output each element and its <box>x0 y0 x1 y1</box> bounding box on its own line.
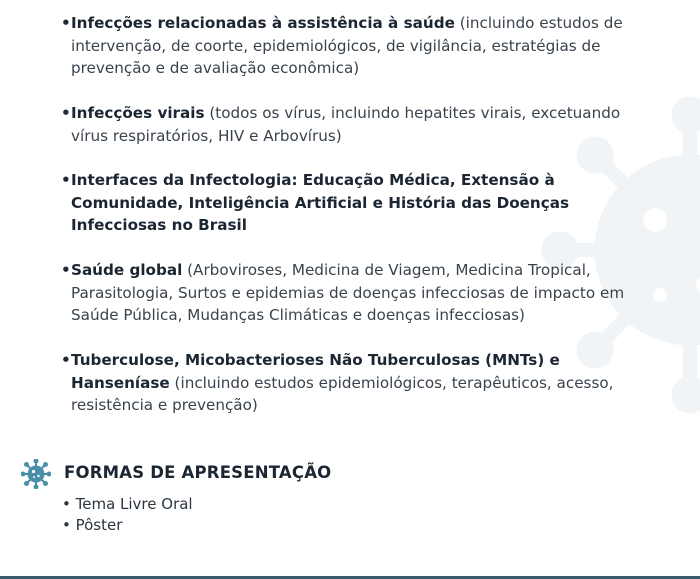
topic-item <box>61 102 661 147</box>
bullet: • <box>61 14 71 32</box>
topic-item <box>61 12 661 80</box>
topic-title: Saúde global <box>71 261 183 279</box>
topic-title: Tuberculose, Micobacterioses Não Tuberculosas (MNTs) e Hanseníase <box>71 351 560 392</box>
topic-title: Infecções relacionadas à assistência à saúde <box>71 14 455 32</box>
bullet: • <box>61 261 71 279</box>
topic-description: (incluindo estudos epidemiológicos, terapêuticos, acesso, resistência e prevenção) <box>71 373 614 414</box>
list-item: • Pôster <box>62 516 123 534</box>
topic-description: (todos os vírus, incluindo hepatites virais, excetuando vírus respiratórios, HIV e Arbovírus) <box>71 104 621 145</box>
presentation-formats-list <box>62 494 193 536</box>
topic-description: (Arboviroses, Medicina de Viagem, Medicina Tropical, Parasitologia, Surtos e epidemias de doenças infecciosas de impacto em Saúde Pública, Mudanças Climáticas e doenças infecciosas) <box>71 261 625 324</box>
bullet: • <box>61 104 71 122</box>
topic-title: Interfaces da Infectologia: Educação Médica, Extensão à Comunidade, Inteligência Artificial e História das Doenças Infecciosas no Brasil <box>71 171 570 234</box>
section-title: FORMAS DE APRESENTAÇÃO <box>64 463 332 482</box>
topic-description: (incluindo estudos de intervenção, de coorte, epidemiológicos, de vigilância, estratégias de prevenção e de avaliação econômica) <box>71 14 623 77</box>
topic-item <box>61 349 661 417</box>
virus-icon <box>21 459 51 489</box>
topic-item <box>61 259 661 327</box>
topic-title: Infecções virais <box>71 104 205 122</box>
bullet: • <box>61 171 71 189</box>
bullet: • <box>61 351 71 369</box>
list-item: • Tema Livre Oral <box>62 495 193 513</box>
topic-item <box>61 169 661 237</box>
